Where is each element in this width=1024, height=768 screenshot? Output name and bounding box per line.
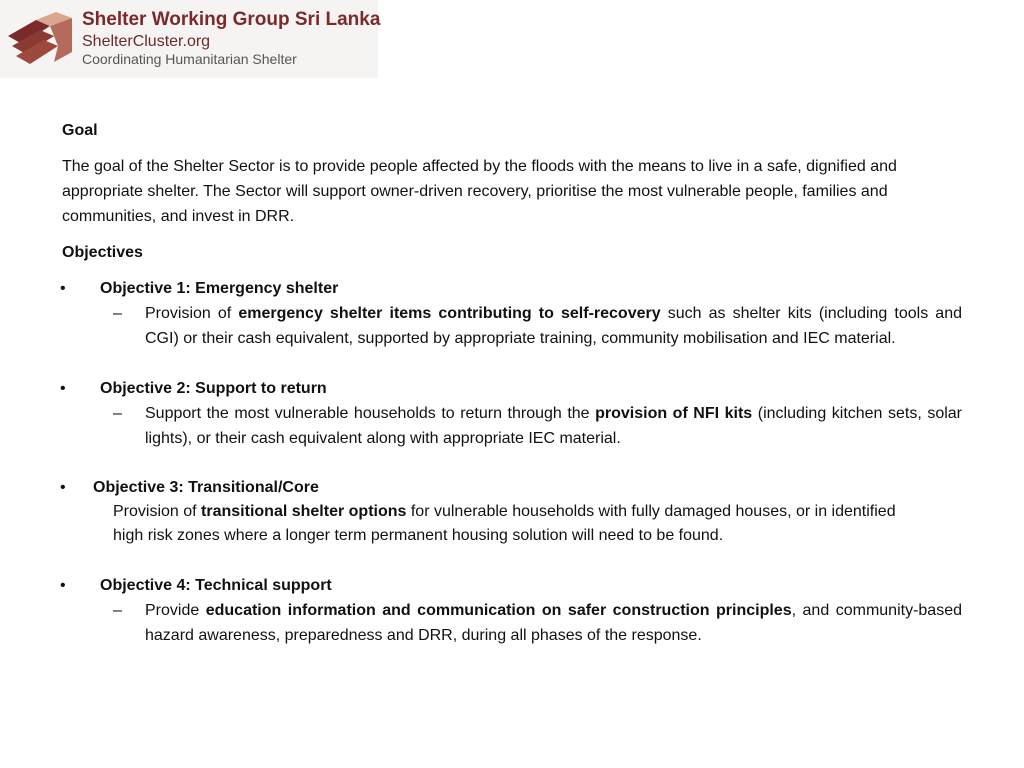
- dash-marker: –: [113, 602, 122, 619]
- objective-2-bold: provision of NFI kits: [595, 405, 753, 422]
- bullet-marker: •: [60, 577, 66, 594]
- bullet-marker: •: [60, 380, 66, 397]
- goal-text: The goal of the Shelter Sector is to provide people affected by the floods with the means to live in a safe, dignified and appropriate shelter. The Sector will support owner-driven recovery, prioritise the most vulnerable people, families and communities, and invest in DRR.: [62, 158, 897, 225]
- dash-marker: –: [113, 305, 122, 322]
- objective-3-post: for vulnerable households with fully damaged houses, or in identified high risk zones where a longer term permanent housing solution will need to be found.: [113, 503, 896, 544]
- objective-2-detail: [113, 401, 963, 451]
- hands-house-icon: [6, 10, 76, 70]
- objectives-heading: Objectives: [62, 244, 143, 261]
- objective-3: [62, 476, 962, 548]
- objective-2: [62, 376, 962, 451]
- objective-4: [62, 573, 962, 648]
- objective-2-title: Objective 2: Support to return: [100, 380, 327, 397]
- objective-4-post: , and community-based hazard awareness, preparedness and DRR, during all phases of the response.: [145, 602, 962, 644]
- objective-3-bold: transitional shelter options: [201, 503, 407, 520]
- logo-url: ShelterCluster.org: [82, 33, 211, 50]
- objective-1: [62, 276, 962, 351]
- objective-3-title: Objective 3: Transitional/Core: [93, 479, 319, 496]
- objective-1-detail: [113, 301, 963, 351]
- objective-2-pre: Support the most vulnerable households to return through the: [145, 405, 596, 422]
- objective-4-bold: education information and communication on safer construction principles: [205, 602, 792, 619]
- objective-1-title: Objective 1: Emergency shelter: [100, 280, 339, 297]
- shelter-working-group-logo: [0, 0, 381, 78]
- objective-1-bold: emergency shelter items contributing to self-recovery: [238, 305, 661, 322]
- dash-marker: –: [113, 405, 122, 422]
- bullet-marker: •: [60, 479, 66, 496]
- objective-2-post: (including kitchen sets, solar lights), or their cash equivalent along with appropriate IEC material.: [145, 405, 963, 447]
- objective-1-post: such as shelter kits (including tools and CGI) or their cash equivalent, supported by appropriate training, community mobilisation and IEC material.: [145, 305, 963, 347]
- logo-title: Shelter Working Group Sri Lanka: [82, 9, 381, 30]
- objective-4-pre: Provide: [145, 602, 206, 619]
- objective-1-pre: Provision of: [145, 305, 239, 322]
- objective-4-detail: [113, 598, 962, 648]
- logo-tagline: Coordinating Humanitarian Shelter: [82, 51, 297, 67]
- goal-heading: Goal: [62, 122, 98, 139]
- bullet-marker: •: [60, 280, 66, 297]
- objective-3-detail: [113, 500, 913, 548]
- objective-4-title: Objective 4: Technical support: [100, 577, 332, 594]
- objective-3-pre: Provision of: [113, 503, 202, 520]
- slide-content: [62, 118, 962, 648]
